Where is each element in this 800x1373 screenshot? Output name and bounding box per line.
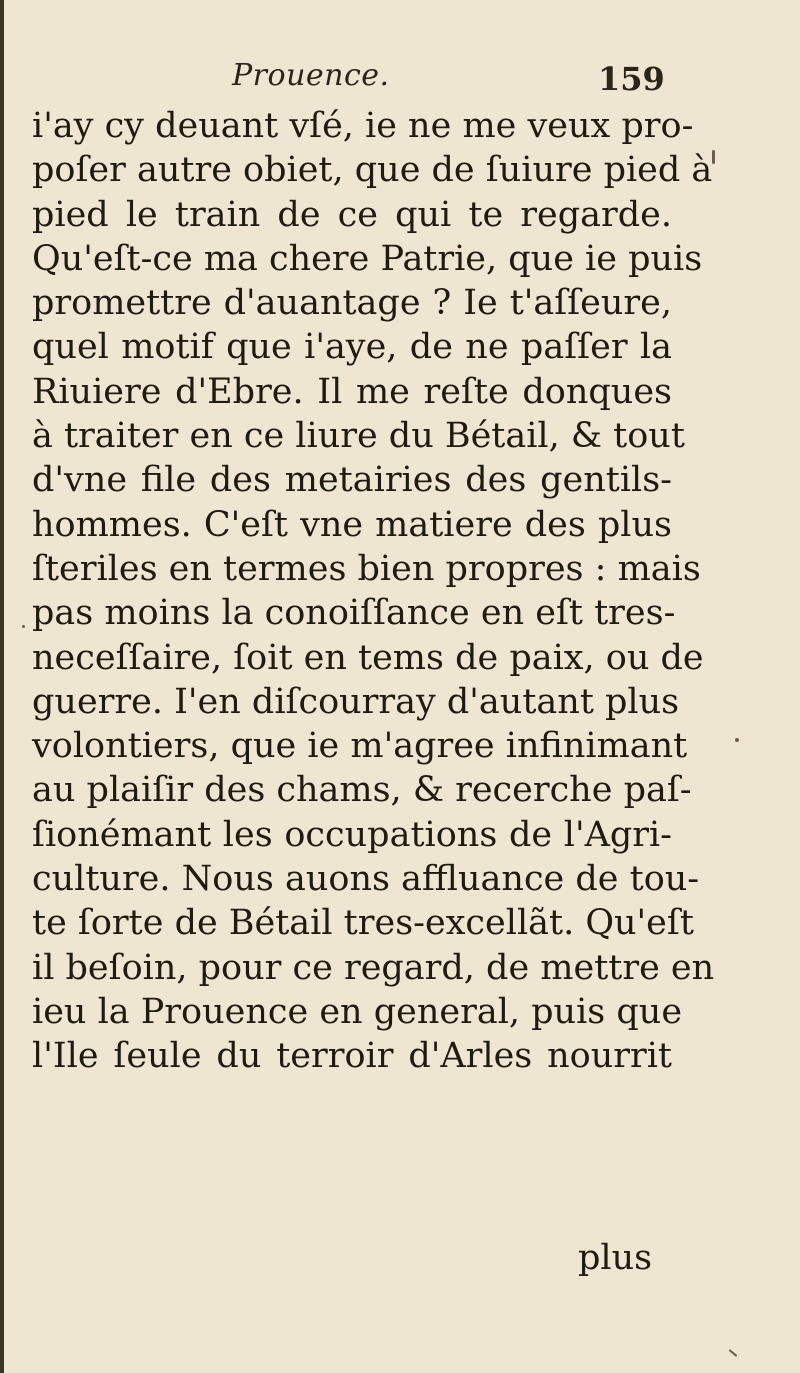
page-number: 159 [598,60,665,98]
text-line: i'ay cy deuant vſé, ie ne me veux pro- [32,106,694,146]
text-line: hommes. C'eſt vne matiere des plus [32,504,672,545]
running-head [0,58,800,108]
text-line: au plaiſir des chams, & recerche paſ- [32,770,692,811]
paper-speck [729,1349,738,1357]
text-line: quel motif que i'aye, de ne paſſer la [32,327,672,368]
text-line: te ſorte de Bétail tres-excellãt. Qu'eſt [32,903,694,944]
text-line: ſteriles en termes bien propres : mais [32,548,701,589]
catchword: plus [578,1238,653,1278]
running-title: Prouence. [232,58,390,93]
paper-speck [712,150,715,164]
text-line: à traiter en ce liure du Bétail, & tout [32,416,685,457]
paper-speck [735,738,739,742]
paper-speck [22,625,25,628]
text-line: poſer autre obiet, que de ſuiure pied à [32,150,713,191]
text-line: ieu la Prouence en general, puis que [32,991,683,1032]
text-line: ſionémant les occupations de l'Agri- [32,814,672,855]
text-line: l'Ile ſeule du terroir d'Arles nourrit [32,1036,672,1077]
text-line: Qu'eſt-ce ma chere Patrie, que ie puis [32,238,703,279]
text-line: il beſoin, pour ce regard, de mettre en [32,947,715,988]
text-line: pied le train de ce qui te regarde. [32,194,672,235]
text-line: d'vne file des metairies des gentils- [32,460,672,501]
text-line: Riuiere d'Ebre. Il me reſte donques [32,371,672,412]
body-text [32,104,715,1079]
text-line: volontiers, que ie m'agree infinimant [32,726,688,767]
text-line: culture. Nous auons affluance de tou- [32,859,700,900]
text-line: neceſſaire, ſoit en tems de paix, ou de [32,637,704,678]
text-line: promettre d'auantage ? Ie t'aſſeure, [32,283,672,324]
text-line: pas moins la conoiſſance en eſt tres- [32,593,676,634]
page-binding-edge [0,0,4,1373]
text-line: guerre. I'en diſcourray d'autant plus [32,681,680,722]
